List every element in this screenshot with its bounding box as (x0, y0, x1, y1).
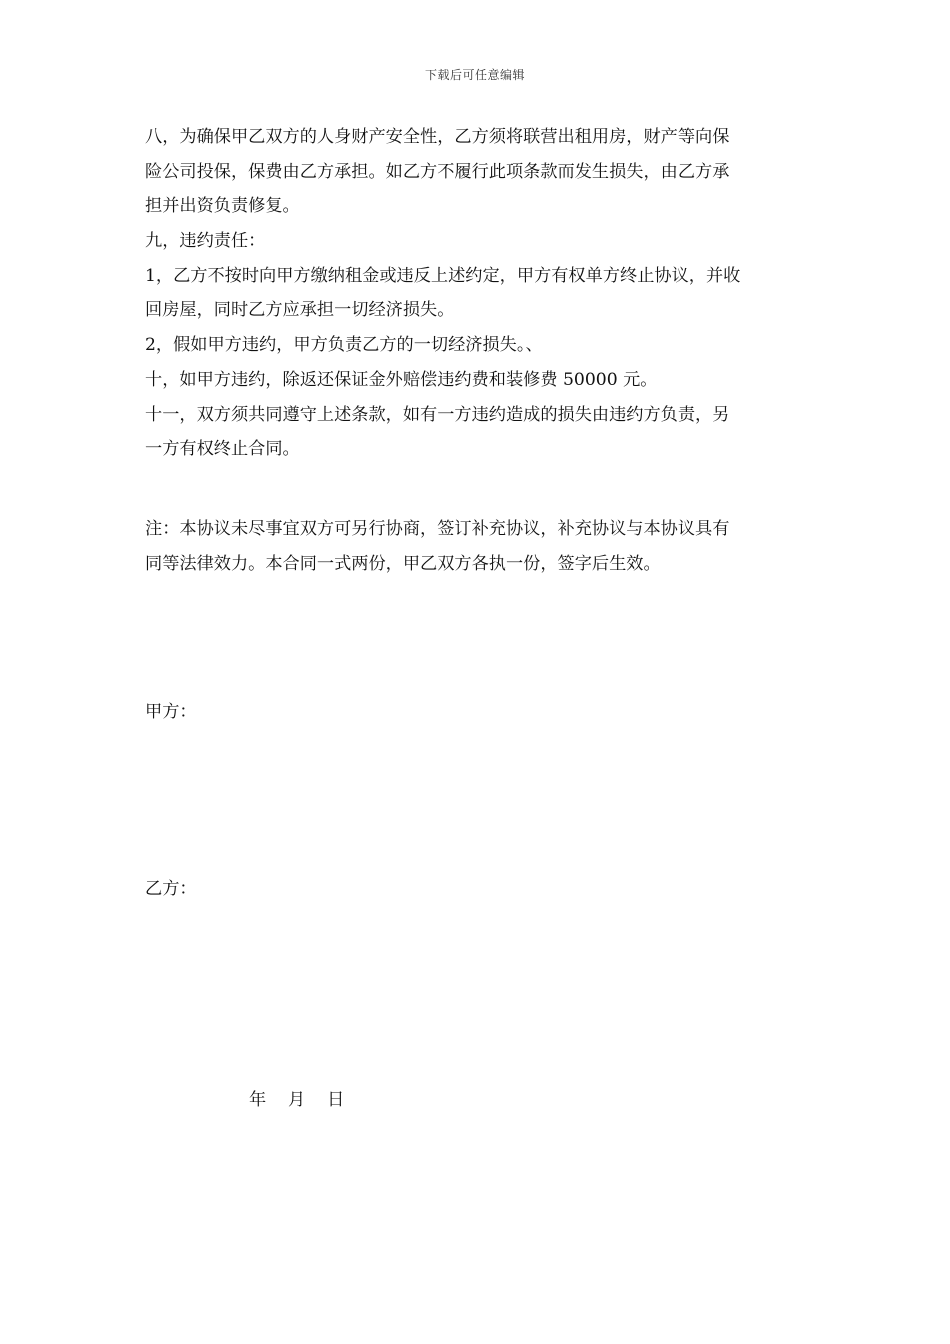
party-a-signature-label: 甲方： (145, 702, 197, 722)
clause-11-line-2: 一方有权终止合同。 (145, 439, 300, 460)
clause-10: 十，如甲方违约，除返还保证金外赔偿违约费和装修费 50000 元。 (145, 369, 658, 390)
note-line-2: 同等法律效力。本合同一式两份，甲乙双方各执一份，签字后生效。 (145, 553, 661, 574)
clause-9-item-1-line-1: 1，乙方不按时向甲方缴纳租金或违反上述约定，甲方有权单方终止协议，并收 (145, 265, 741, 286)
clause-9-item-1-line-2: 回房屋，同时乙方应承担一切经济损失。 (145, 300, 455, 321)
clause-8-line-3: 担并出资负责修复。 (145, 196, 300, 217)
clause-11-line-1: 十一，双方须共同遵守上述条款，如有一方违约造成的损失由违约方负责，另 (145, 404, 730, 425)
contract-note (145, 512, 807, 581)
note-line-1: 注：本协议未尽事宜双方可另行协商，签订补充协议，补充协议与本协议具有 (145, 519, 730, 539)
clause-8-line-1: 八，为确保甲乙双方的人身财产安全性，乙方须将联营出租用房，财产等向保 (145, 127, 730, 147)
clause-9-item-2: 2，假如甲方违约，甲方负责乙方的一切经济损失。、 (145, 335, 543, 356)
clause-9-heading: 九，违约责任： (145, 231, 266, 252)
party-b-signature-label: 乙方： (145, 879, 197, 899)
date-line: 年 月 日 (249, 1090, 345, 1110)
page-header: 下载后可任意编辑 (424, 68, 525, 82)
contract-clauses (145, 120, 807, 467)
clause-8-line-2: 险公司投保，保费由乙方承担。如乙方不履行此项条款而发生损失，由乙方承 (145, 161, 730, 182)
